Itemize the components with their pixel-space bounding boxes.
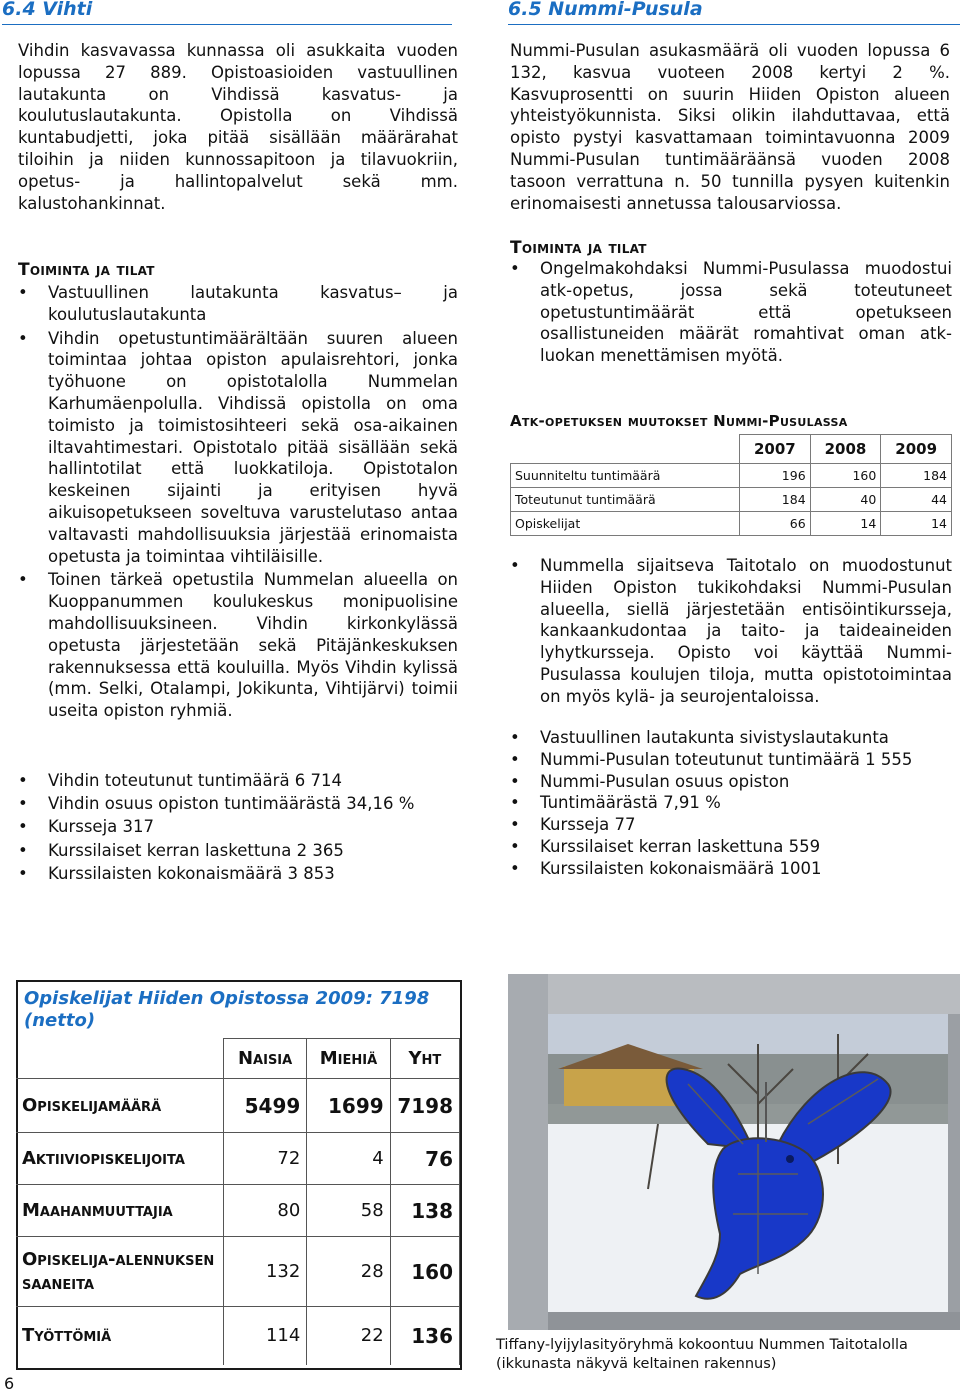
table-cell: 44 [881,488,952,512]
list-item: • Kursseja 77 [502,814,952,836]
vihti-stats [10,769,458,885]
table-header-cell: Yht [390,1039,459,1079]
table-cell: Suunniteltu tuntimäärä [511,464,740,488]
list-item: • Vastuullinen lautakunta kasvatus– ja koulutuslautakunta [10,282,458,326]
table-cell: Aktiiviopiskelijoita [16,1133,223,1185]
list-item: • Kurssilaisten kokonaismäärä 1001 [502,858,952,880]
nummi-intro [510,40,950,214]
table-cell: 132 [223,1237,306,1307]
table-row [511,512,952,536]
list-item: • Kurssilaisten kokonaismäärä 3 853 [10,862,458,885]
table-cell: 14 [881,512,952,536]
list-item: • Kurssilaiset kerran laskettuna 559 [502,836,952,858]
table-header-cell: Miehiä [307,1039,390,1079]
vihti-intro-text: Vihdin kasvavassa kunnassa oli asukkaita vuoden lopussa 27 889. Opistoasioiden vastuullinen lautakunta on Vihdissä kasvatus- ja koulutuslautakunta. Opistolla on Vihdissä kuntabudjetti, joka pitää sisällään määrärahat tiloihin ja niiden kunnossapitoon ja tilavuokriin, opetus- ja hallintopalvelut sekä mm. kalustohankinnat. [18,41,458,213]
table-cell: 66 [740,512,811,536]
atk-table [510,434,952,536]
table-cell: 160 [390,1237,459,1307]
table-row [16,1079,460,1133]
nummi-toiminta-heading: Toiminta ja tilat [510,238,647,258]
section-heading-nummi-pusula: 6.5 Nummi-Pusula [508,0,703,20]
table-header-cell: Naisia [223,1039,306,1079]
table-cell: 80 [223,1185,306,1237]
table-header-cell: 2007 [740,435,811,464]
students-table [16,1038,460,1365]
table-cell: Opiskelijamäärä [16,1079,223,1133]
table-cell: Maahanmuuttajia [16,1185,223,1237]
students-stats-box [16,980,462,1370]
table-cell [511,435,740,464]
table-cell: 4 [307,1133,390,1185]
table-cell: 7198 [390,1079,459,1133]
table-row [16,1307,460,1365]
table-cell: 138 [390,1185,459,1237]
table-cell: 1699 [307,1079,390,1133]
heading-rule [508,24,960,25]
table-row [16,1237,460,1307]
table-cell: Työttömiä [16,1307,223,1365]
section-heading-vihti: 6.4 Vihti [2,0,93,20]
list-item: • Kursseja 317 [10,815,458,838]
vihti-intro [18,40,458,214]
stained-glass-bird-photo [508,974,960,1330]
table-cell: Toteutunut tuntimäärä [511,488,740,512]
vihti-toiminta-heading: Toiminta ja tilat [18,260,155,280]
table-header-cell: 2008 [810,435,881,464]
list-item: • Vihdin toteutunut tuntimäärä 6 714 [10,769,458,792]
page-number: 6 [4,1374,15,1393]
heading-rule [2,24,452,25]
table-cell: 22 [307,1307,390,1365]
list-item: • Nummella sijaitseva Taitotalo on muodostunut Hiiden Opiston tukikohdaksi Nummi-Pusulan alueella, siellä järjestetään entisöintikursseja, kankaankudontaa ja taito- ja taideaineiden lyhytkursseja. Opisto voi käyttää Nummi-Pusulassa koulujen tiloja, mutta opistotoimintaa on myös kylä- ja seurojentaloissa. [502,555,952,708]
list-item: • Nummi-Pusulan toteutunut tuntimäärä 1 555 [502,749,952,771]
list-item: • Nummi-Pusulan osuus opiston [502,771,952,793]
table-header-row [511,435,952,464]
nummi-stats [502,727,952,880]
table-cell: 40 [810,488,881,512]
table-cell: 14 [810,512,881,536]
photo-caption: Tiffany-lyijylasityöryhmä kokoontuu Nummen Taitotalolla (ikkunasta näkyvä keltainen rakennus) [496,1337,908,1372]
nummi-bullets [502,258,952,367]
table-cell: 72 [223,1133,306,1185]
table-cell: 184 [881,464,952,488]
nummi-intro-text: Nummi-Pusulan asukasmäärä oli vuoden lopussa 6 132, kasvua vuoteen 2008 kertyi 2 %. Kasvuprosentti on suurin Hiiden Opiston alueen yhteistyökunnista. Siksi olikin ilahduttavaa, että opisto pystyi kasvattamaan toimintavuonna 2009 Nummi-Pusulan tuntimääräänsä vuoden 2008 tasoon verrattuna n. 50 tunnilla pysyen kuitenkin erinomaisesti annetussa talousarviossa. [510,41,950,213]
table-cell: 160 [810,464,881,488]
atk-table-heading: Atk-opetuksen muutokset Nummi-Pusulassa [510,412,848,430]
nummi-bullets-2 [502,555,952,708]
table-header-row [16,1039,460,1079]
table-cell: Opiskelija-alennuksen saaneita [16,1237,223,1307]
table-row [16,1185,460,1237]
list-item: • Vihdin opetustuntimäärältään suuren alueen toimintaa johtaa opiston apulaisrehtori, jonka työhuone on opistotalolla Nummelan Karhumäenpolulla. Vihdissä opistolla on oma toimisto ja toimistosihteeri sekä osa-aikainen iltavahtimestari. Opistotalo pitää sisällään sekä hallintotilat että luokkatiloja. Opistotalon keskeinen sijainti ja erityisen hyvä aikuisopetukseen soveltuva varustelutaso antaa valtavasti mahdollisuuksia järjestää erinomaista opetusta ja toimintaa vihtiläisille. [10,328,458,568]
table-cell: 76 [390,1133,459,1185]
table-row [16,1133,460,1185]
tiffany-photo [508,974,960,1330]
table-row [511,464,952,488]
stats-box-title: Opiskelijat Hiiden Opistossa 2009: 7198 (netto) [24,988,430,1031]
list-item: • Vastuullinen lautakunta sivistyslautakunta [502,727,952,749]
vihti-bullets [10,282,458,722]
list-item: • Vihdin osuus opiston tuntimäärästä 34,16 % [10,792,458,815]
table-cell: 28 [307,1237,390,1307]
list-item: • Tuntimäärästä 7,91 % [502,792,952,814]
table-cell: 58 [307,1185,390,1237]
table-cell: 184 [740,488,811,512]
table-cell: 5499 [223,1079,306,1133]
table-cell [16,1039,223,1079]
table-header-cell: 2009 [881,435,952,464]
table-row [511,488,952,512]
list-item: • Kurssilaiset kerran laskettuna 2 365 [10,839,458,862]
table-cell: 114 [223,1307,306,1365]
list-item: • Toinen tärkeä opetustila Nummelan alueella on Kuoppanummen koulukeskus monipuolisine mahdollisuuksineen. Vihdin kirkonkylässä opetusta järjestetään sekä Pitäjänkeskuksen rakennuksessa että kouluilla. Myös Vihdin kylissä (mm. Selki, Otalampi, Jokikunta, Vihtijärvi) toimii useita opiston ryhmiä. [10,569,458,722]
table-cell: Opiskelijat [511,512,740,536]
table-cell: 136 [390,1307,459,1365]
list-item: • Ongelmakohdaksi Nummi-Pusulassa muodostui atk-opetus, jossa sekä toteutuneet opetustuntimäärät että opetukseen osallistuneiden määrät romahtivat oman atk-luokan menettämisen myötä. [502,258,952,367]
table-cell: 196 [740,464,811,488]
